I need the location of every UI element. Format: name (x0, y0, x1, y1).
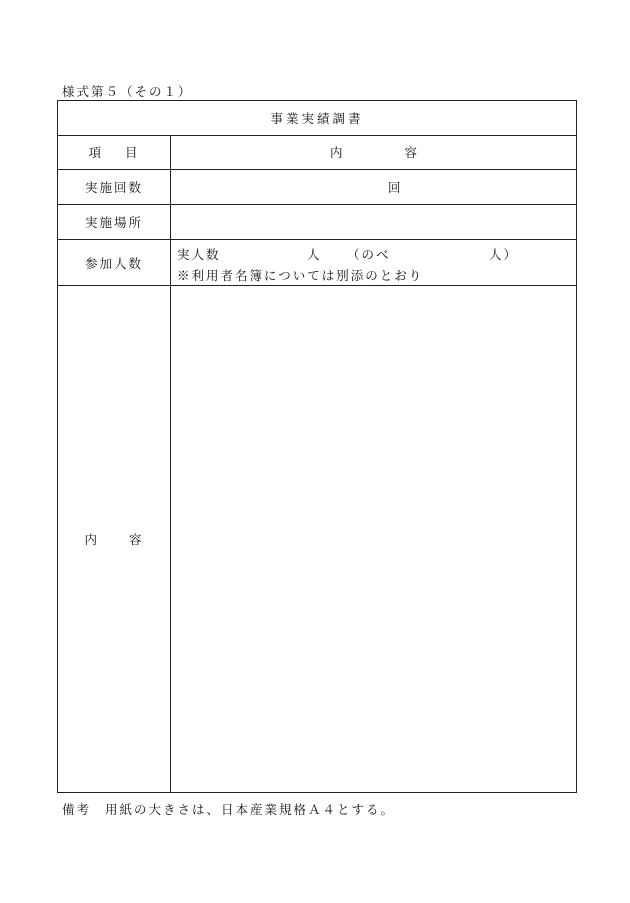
participants-row (58, 240, 576, 286)
total-count-close: 人） (489, 247, 519, 262)
content-label-right: 容 (129, 532, 144, 547)
record-sheet (57, 100, 577, 793)
sheet-title: 事業実績調書 (58, 101, 576, 136)
item-header (58, 135, 171, 169)
content-value-field[interactable] (171, 286, 576, 792)
footnote-text: 用紙の大きさは、日本産業規格Ａ４とする。 (105, 802, 396, 817)
count-unit: 回 (388, 180, 401, 195)
footnote (62, 800, 395, 818)
content-label (58, 286, 171, 792)
place-label: 実施場所 (58, 205, 171, 239)
content-label-left: 内 (84, 532, 99, 547)
actual-count-label: 実人数 (177, 247, 221, 262)
count-value-field[interactable] (171, 170, 576, 204)
count-label: 実施回数 (58, 170, 171, 204)
content-header-right: 容 (404, 145, 418, 160)
place-row (58, 205, 576, 240)
count-row (58, 170, 576, 205)
actual-count-unit: 人 (307, 247, 322, 262)
participants-note: ※利用者名簿については別添のとおり (177, 268, 424, 283)
header-row (58, 135, 576, 170)
footnote-label: 備考 (62, 802, 92, 817)
participants-count-line (177, 245, 519, 263)
form-number: 様式第５（その１） (62, 84, 193, 99)
content-header-left: 内 (329, 145, 343, 160)
content-header (171, 135, 576, 169)
participants-label: 参加人数 (58, 240, 171, 285)
content-row (58, 286, 576, 792)
total-count-open: （のべ (347, 247, 391, 262)
item-header-left: 項 (88, 145, 103, 160)
participants-value-field[interactable] (171, 240, 576, 285)
item-header-right: 目 (125, 145, 140, 160)
place-value-field[interactable] (171, 205, 576, 239)
